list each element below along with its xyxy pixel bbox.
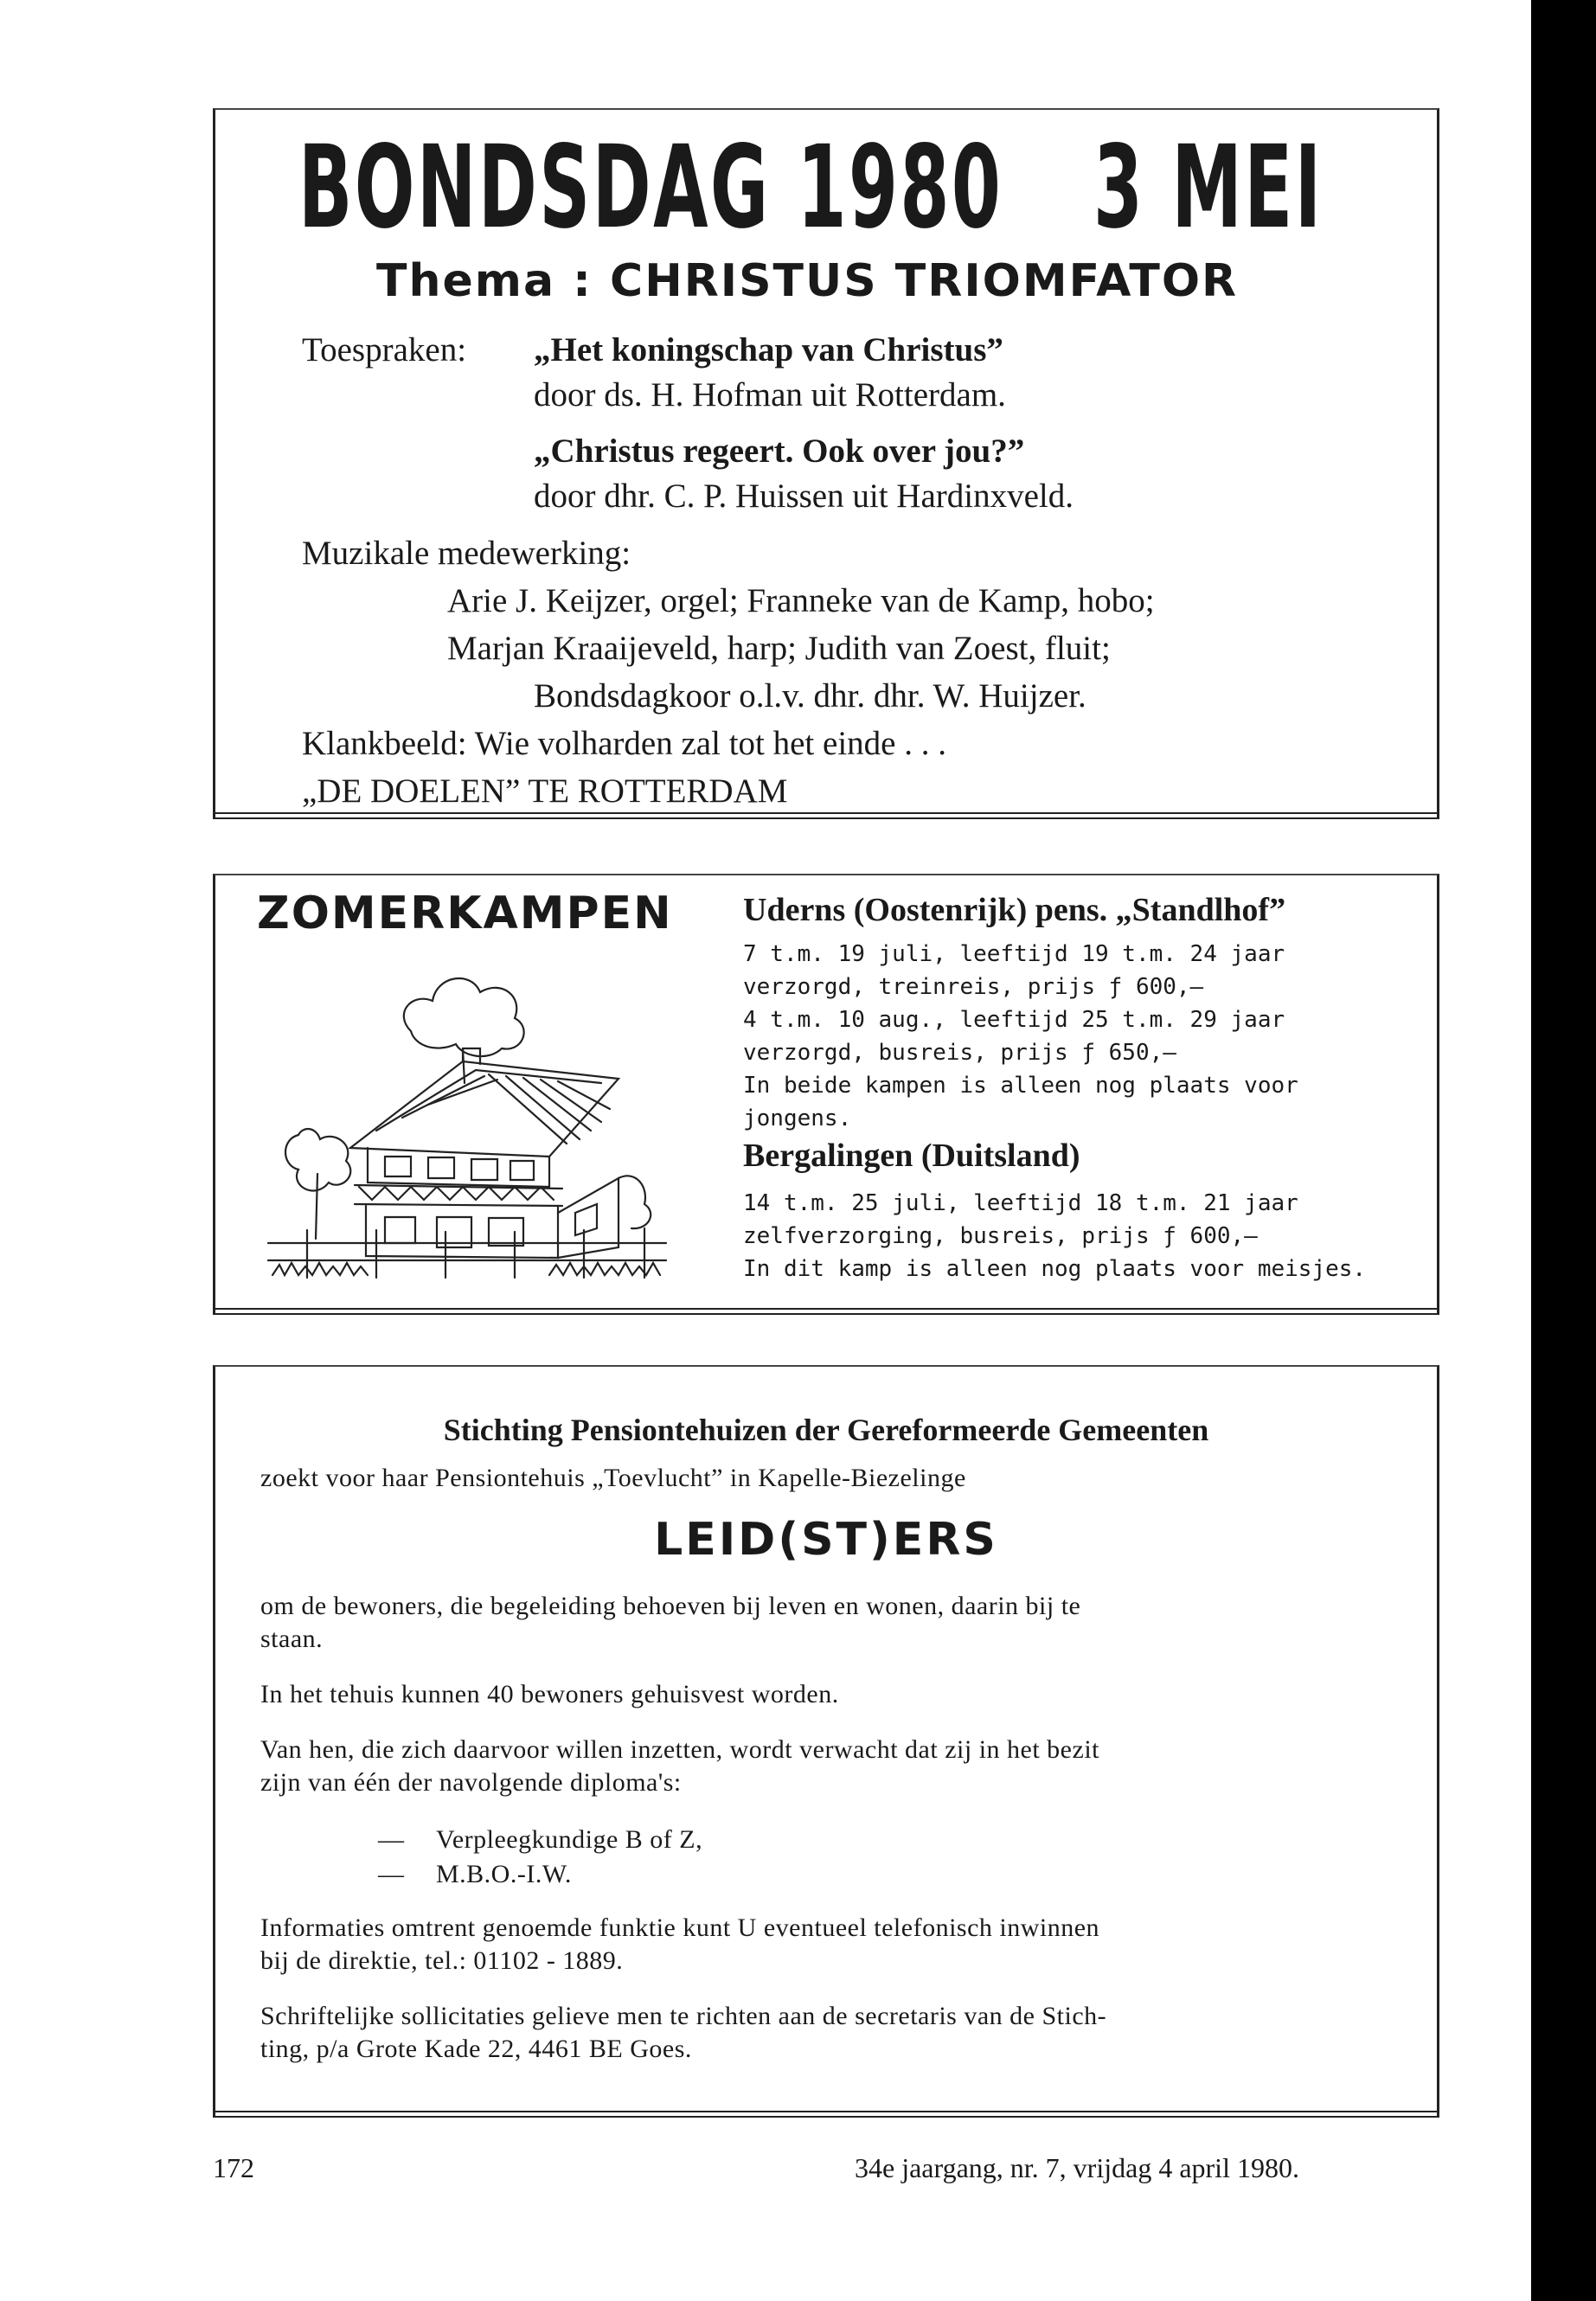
paragraph-3-line-1: Van hen, die zich daarvoor willen inzetten, wordt verwacht dat zij in het bezit xyxy=(260,1735,1099,1764)
stichting-vacancy xyxy=(213,1365,1439,2118)
chalet-illustration-icon xyxy=(264,953,670,1282)
paragraph-1-line-1: om de bewoners, die begeleiding behoeven bij leven en wonen, daarin bij te xyxy=(260,1592,1081,1620)
camp-2-line: zelfverzorging, busreis, prijs ƒ 600,— xyxy=(743,1223,1258,1249)
zomerkampen-announcement xyxy=(213,874,1439,1315)
camp-2-line: 14 t.m. 25 juli, leeftijd 18 t.m. 21 jaar xyxy=(743,1190,1298,1216)
bondsdag-title: BONDSDAG 1980 xyxy=(298,121,1003,254)
camp-1-heading: Uderns (Oostenrijk) pens. „Standlhof” xyxy=(743,892,1286,928)
camp-1-line: In beide kampen is alleen nog plaats voor xyxy=(743,1073,1298,1099)
paragraph-3-line-2: zijn van één der navolgende diploma's: xyxy=(260,1768,682,1797)
page-number: 172 xyxy=(213,2152,254,2183)
paragraph-5-line-1: Schriftelijke sollicitaties gelieve men te richten aan de secretaris van de Stich- xyxy=(260,2002,1107,2030)
paragraph-2: In het tehuis kunnen 40 bewoners gehuisvest worden. xyxy=(260,1680,839,1708)
issue-info: 34e jaargang, nr. 7, vrijdag 4 april 1980. xyxy=(855,2152,1299,2183)
music-line-2: Marjan Kraaijeveld, harp; Judith van Zoest, fluit; xyxy=(447,630,1111,667)
venue-line: „DE DOELEN” TE ROTTERDAM xyxy=(302,772,788,810)
camp-1-line: verzorgd, treinreis, prijs ƒ 600,— xyxy=(743,974,1204,1000)
zomerkampen-title: ZOMERKAMPEN xyxy=(257,888,673,939)
speech-1-speaker: door ds. H. Hofman uit Rotterdam. xyxy=(534,376,1006,413)
vacancy-heading: LEID(ST)ERS xyxy=(654,1514,998,1566)
box-bottom-rule xyxy=(215,2111,1437,2118)
paragraph-5-line-2: ting, p/a Grote Kade 22, 4461 BE Goes. xyxy=(260,2035,692,2063)
camp-2-heading: Bergalingen (Duitsland) xyxy=(743,1138,1080,1174)
bondsdag-announcement xyxy=(213,108,1439,819)
paragraph-1-line-2: staan. xyxy=(260,1625,324,1653)
paragraph-4-line-1: Informaties omtrent genoemde funktie kunt U eventueel telefonisch inwinnen xyxy=(260,1913,1100,1942)
camp-1-line: 7 t.m. 19 juli, leeftijd 19 t.m. 24 jaar xyxy=(743,941,1285,967)
camp-2-line: In dit kamp is alleen nog plaats voor meisjes. xyxy=(743,1256,1367,1282)
speech-2-speaker: door dhr. C. P. Huissen uit Hardinxveld. xyxy=(534,478,1074,515)
klankbeeld-line: Klankbeeld: Wie volharden zal tot het einde . . . xyxy=(302,725,946,762)
diploma-dash: — xyxy=(378,1860,405,1888)
toespraken-label: Toespraken: xyxy=(302,331,467,369)
camp-1-line: 4 t.m. 10 aug., leeftijd 25 t.m. 29 jaar xyxy=(743,1007,1285,1033)
bondsdag-date: 3 MEI xyxy=(1093,121,1324,254)
diploma-dash: — xyxy=(378,1825,405,1854)
bondsdag-theme: Thema : CHRISTUS TRIOMFATOR xyxy=(376,255,1239,307)
stichting-title: Stichting Pensiontehuizen der Gereformeerde Gemeenten xyxy=(443,1413,1209,1447)
diploma-1: Verpleegkundige B of Z, xyxy=(436,1825,703,1854)
muzikale-label: Muzikale medewerking: xyxy=(302,535,631,572)
page-edge-bar xyxy=(1531,0,1596,2301)
music-line-3: Bondsdagkoor o.l.v. dhr. dhr. W. Huijzer. xyxy=(534,677,1086,715)
speech-2-title: „Christus regeert. Ook over jou?” xyxy=(534,433,1025,470)
stichting-intro: zoekt voor haar Pensiontehuis „Toevlucht” in Kapelle-Biezelinge xyxy=(260,1464,966,1492)
box-bottom-rule xyxy=(215,1308,1437,1315)
speech-1-title: „Het koningschap van Christus” xyxy=(534,331,1003,369)
paragraph-4-line-2: bij de direktie, tel.: 01102 - 1889. xyxy=(260,1946,624,1975)
diploma-2: M.B.O.-I.W. xyxy=(436,1860,572,1888)
camp-1-line: verzorgd, busreis, prijs ƒ 650,— xyxy=(743,1040,1176,1066)
music-line-1: Arie J. Keijzer, orgel; Franneke van de Kamp, hobo; xyxy=(447,582,1155,619)
camp-1-line: jongens. xyxy=(743,1106,852,1131)
box-bottom-rule xyxy=(215,812,1437,819)
